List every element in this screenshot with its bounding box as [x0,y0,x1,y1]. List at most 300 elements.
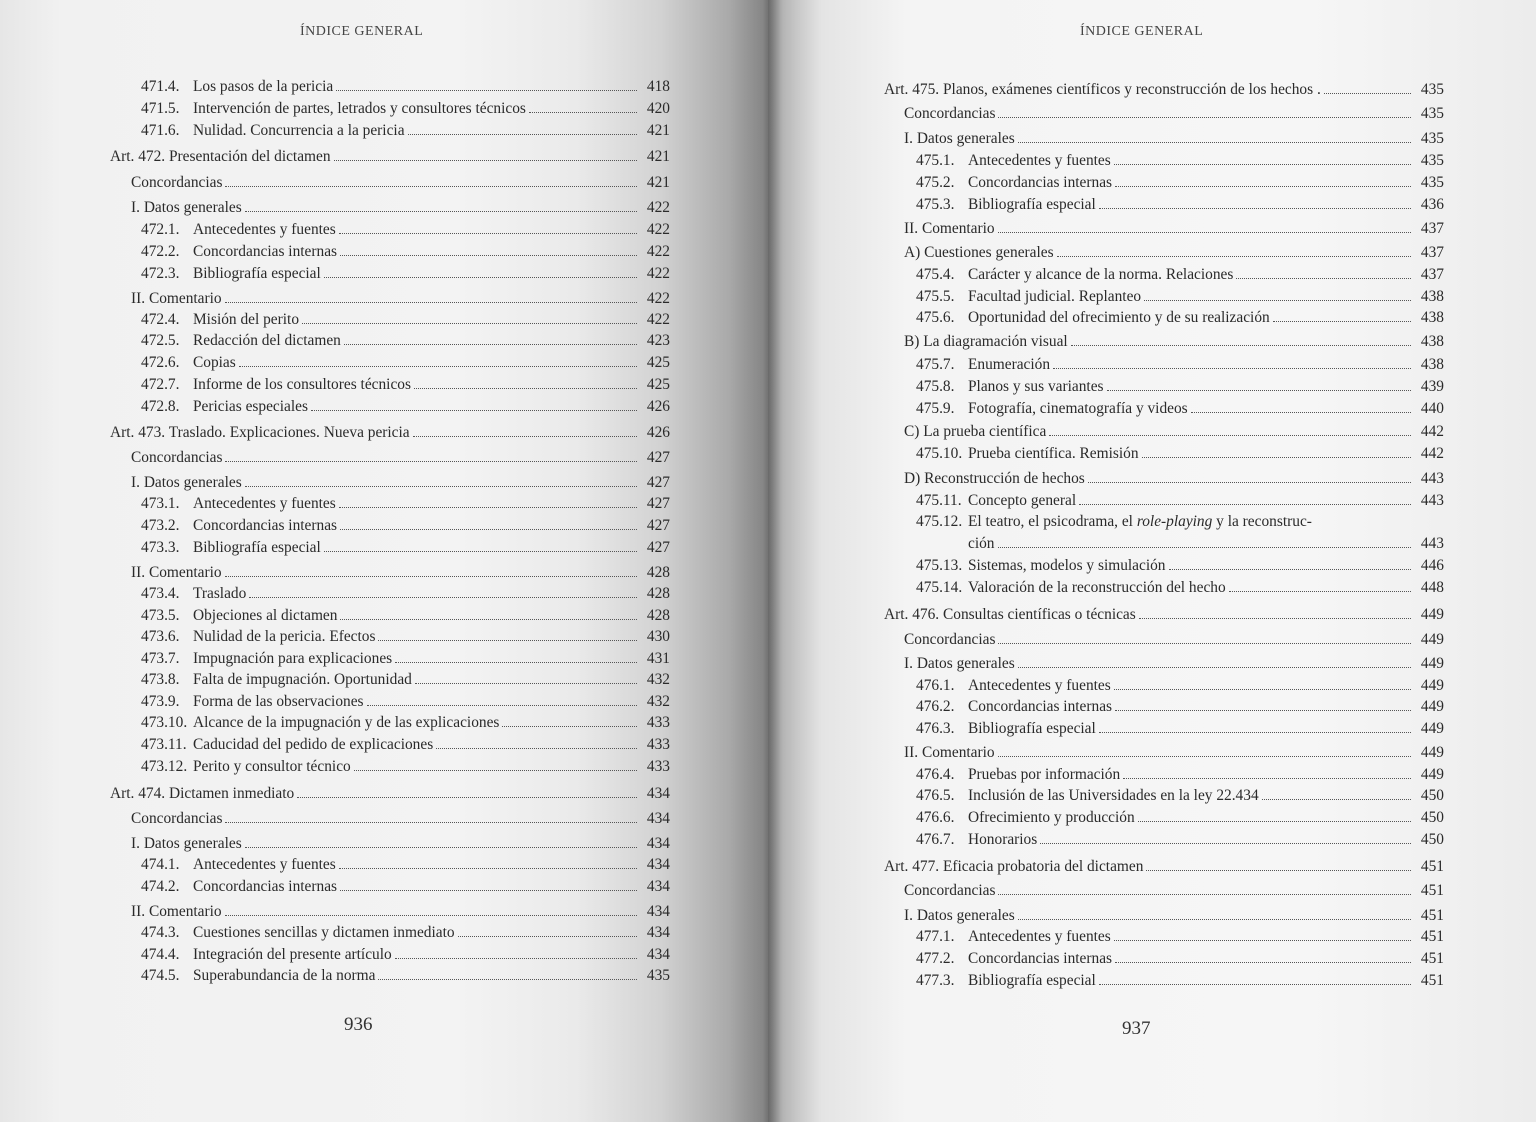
toc-entry-page: 434 [646,810,670,827]
dot-leader [1018,129,1411,143]
toc-entry-page: 434 [646,924,670,941]
toc-entry [0,242,670,261]
toc-entry-page: 438 [1420,356,1444,373]
toc-entry-label [904,882,995,900]
dot-leader [998,534,1412,548]
toc-entry-page: 449 [1420,720,1444,737]
toc-entry [768,906,1444,925]
toc-entry-label [916,378,1104,396]
toc-entry-number: 472.5. [141,332,180,349]
toc-entry-label [904,130,1015,148]
toc-entry-number: 473.7. [141,650,180,667]
toc-entry-page: 432 [646,693,670,710]
dot-leader [415,670,637,684]
toc-entry-number: 475.8. [916,378,955,395]
dot-leader [1236,265,1411,279]
toc-entry-text: Honorarios [968,831,1038,848]
toc-entry-text: Concepto general [968,492,1077,509]
toc-entry-label [916,535,995,553]
toc-entry [768,857,1444,876]
toc-entry [768,513,1444,531]
toc-entry-page: 451 [1420,950,1444,967]
toc-entry-label [131,174,222,192]
toc-entry [0,877,670,896]
toc-entry-page: 449 [1420,766,1444,783]
toc-entry-text: Art. 475. Planos, exámenes científicos y reconstrucción de los hechos . [884,81,1321,98]
toc-entry-number: 477.2. [916,950,955,967]
toc-entry [0,757,670,776]
toc-entry-page: 433 [646,714,670,731]
toc-entry [0,220,670,239]
toc-entry-label [916,698,1112,716]
toc-entry-label [904,105,995,123]
toc-entry-number: 472.2. [141,243,180,260]
toc-entry-page: 435 [1420,105,1444,122]
toc-entry-page: 449 [1420,606,1444,623]
toc-entry-text: Concordancias internas [968,174,1113,191]
dot-leader [1229,578,1411,592]
toc-entry-label [141,539,321,557]
toc-entry-number: 474.3. [141,924,180,941]
toc-entry-text: I. Datos generales [904,655,1015,672]
toc-entry-text: I. Datos generales [904,907,1015,924]
toc-entry-label [904,744,995,762]
dot-leader [1169,556,1411,570]
running-head: ÍNDICE GENERAL [300,24,424,39]
toc-entry-number: 476.3. [916,720,955,737]
toc-entry-text: Concordancias [904,882,996,899]
toc-entry [768,243,1444,262]
toc-entry-page: 428 [646,607,670,624]
toc-entry [0,331,670,350]
toc-entry-text: Concordancias internas [193,243,338,260]
dot-leader [249,584,637,598]
dot-leader [1018,906,1411,920]
toc-entry [768,765,1444,784]
toc-entry-number: 473.9. [141,693,180,710]
dot-leader [998,881,1411,895]
toc-entry-text: Oportunidad del ofrecimiento y de su realización [968,309,1270,326]
toc-entry-text: Bibliografía especial [968,972,1096,989]
dot-leader [225,902,637,916]
toc-entry-page: 450 [1420,809,1444,826]
toc-entry-text: Perito y consultor técnico [193,758,351,775]
toc-entry-number: 471.5. [141,100,180,117]
toc-entry-text: Forma de las observaciones [193,693,364,710]
toc-entry [0,353,670,372]
toc-entry-text: I. Datos generales [131,474,242,491]
toc-entry-text: Antecedentes y fuentes [193,856,336,873]
toc-entry-text: II. Comentario [131,564,222,581]
dot-leader [1115,697,1411,711]
toc-entry-page: 428 [646,585,670,602]
toc-entry-text: Nulidad de la pericia. Efectos [193,628,376,645]
toc-entry-page: 421 [646,148,670,165]
toc-entry-label [141,100,526,118]
toc-entry-label [141,736,433,754]
toc-entry-text: Los pasos de la pericia [193,78,334,95]
toc-entry-text: Planos y sus variantes [968,378,1104,395]
toc-entry-number: 476.6. [916,809,955,826]
toc-entry-label [916,152,1111,170]
toc-entry-number: 472.4. [141,311,180,328]
dot-leader [225,809,637,823]
toc-entry [0,584,670,603]
toc-entry-text: I. Datos generales [904,130,1015,147]
toc-entry [768,265,1444,284]
toc-entry-text: Antecedentes y fuentes [968,677,1111,694]
dot-leader [1049,422,1411,436]
page-number: 937 [1122,1018,1151,1039]
toc-entry [0,538,670,557]
toc-entry-text: Copias [193,354,236,371]
toc-entry-label [904,244,1054,262]
toc-entry [0,397,670,416]
toc-entry-text: Cuestiones sencillas y dictamen inmediato [193,924,455,941]
toc-entry [768,743,1444,762]
toc-entry-page: 438 [1420,309,1444,326]
toc-entry [0,289,670,308]
toc-entry-number: 476.1. [916,677,955,694]
toc-entry [0,473,670,492]
toc-entry-number: 472.3. [141,265,180,282]
toc-entry-number: 475.14. [916,579,963,596]
dot-leader [225,289,637,303]
toc-entry-number: 473.4. [141,585,180,602]
toc-entry-number: 474.5. [141,967,180,984]
toc-entry-page: 449 [1420,677,1444,694]
toc-entry-text: I. Datos generales [131,835,242,852]
dot-leader [367,692,637,706]
toc-entry-page: 422 [646,199,670,216]
toc-entry-page: 437 [1420,266,1444,283]
toc-entry-number: 475.13. [916,557,963,574]
toc-entry-text: Carácter y alcance de la norma. Relaciones [968,266,1234,283]
toc-entry [0,627,670,646]
dot-leader [245,834,637,848]
dot-leader [311,397,637,411]
toc-entry-text: Alcance de la impugnación y de las explicaciones [193,714,500,731]
toc-entry-page: 427 [646,539,670,556]
toc-entry-label [916,928,1111,946]
dot-leader [458,923,637,937]
toc-entry-number: 473.6. [141,628,180,645]
toc-entry [0,735,670,754]
toc-entry-page: 437 [1420,244,1444,261]
toc-entry-number: 477.1. [916,928,955,945]
dot-leader [1324,80,1411,94]
toc-entry-text: Nulidad. Concurrencia a la pericia [193,122,405,139]
toc-entry [0,375,670,394]
toc-entry-page: 449 [1420,655,1444,672]
toc-entry-label [131,835,242,853]
toc-entry-page: 427 [646,449,670,466]
page-number: 936 [344,1014,373,1035]
dot-leader [408,121,637,135]
dot-leader [1139,605,1411,619]
toc-entry-label [141,924,455,942]
toc-entry-label [916,513,1312,531]
toc-entry-label [141,628,375,646]
dot-leader [1079,491,1411,505]
toc-entry-text: II. Comentario [131,290,222,307]
toc-entry-label [141,585,246,603]
toc-entry-page: 432 [646,671,670,688]
toc-entry [0,692,670,711]
dot-leader [340,877,637,891]
toc-entry-text: Art. 477. Eficacia probatoria del dictamen [884,858,1144,875]
toc-entry-label [884,606,1136,624]
toc-entry-label [141,517,337,535]
dot-leader [354,757,637,771]
toc-entry-page: 443 [1420,492,1444,509]
toc-entry [768,927,1444,946]
toc-entry-number: 475.3. [916,196,955,213]
toc-entry [768,630,1444,649]
toc-entry-page: 438 [1420,288,1444,305]
dot-leader [502,713,637,727]
dot-leader [1018,654,1411,668]
toc-entry [0,494,670,513]
toc-entry-label [141,878,337,896]
toc-entry-page: 436 [1420,196,1444,213]
toc-entry [0,121,670,140]
dot-leader [998,630,1411,644]
toc-entry-number: 475.6. [916,309,955,326]
dot-leader [1053,355,1411,369]
toc-entry-text: B) La diagramación visual [904,333,1068,350]
toc-entry-page: 434 [646,835,670,852]
toc-entry-label [916,288,1141,306]
toc-entry-label [141,714,499,732]
toc-entry-label [916,309,1270,327]
toc-entry-label [141,495,336,513]
toc-entry-label [141,311,299,329]
dot-leader [529,99,637,113]
toc-entry-page: 435 [1420,152,1444,169]
toc-entry-page: 435 [646,967,670,984]
toc-entry [768,469,1444,488]
toc-entry-text: Antecedentes y fuentes [968,152,1111,169]
dot-leader [225,173,637,187]
toc-entry-label [904,907,1015,925]
toc-entry-label [141,221,336,239]
dot-leader [1099,971,1411,985]
toc-entry-label [141,78,333,96]
toc-entry-text: Art. 473. Traslado. Explicaciones. Nueva pericia [110,424,410,441]
toc-entry-text: Concordancias internas [193,517,338,534]
toc-entry-page: 427 [646,495,670,512]
toc-entry-number: 473.8. [141,671,180,688]
toc-entry [768,151,1444,170]
toc-entry-text: C) La prueba científica [904,423,1047,440]
dot-leader [1099,195,1411,209]
toc-entry-page: 442 [1420,423,1444,440]
toc-entry-label [141,758,351,776]
toc-entry-label [131,449,222,467]
toc-entry [0,923,670,942]
toc-entry-page: 451 [1420,972,1444,989]
dot-leader [340,242,637,256]
toc-entry-number: 475.1. [916,152,955,169]
toc-entry-text: Concordancias [904,631,996,648]
toc-entry [768,534,1444,553]
toc-entry-page: 421 [646,174,670,191]
toc-entry [768,129,1444,148]
toc-entry [768,697,1444,716]
dot-leader [339,220,637,234]
dot-leader [998,219,1411,233]
toc-entry-label [916,266,1233,284]
toc-entry-label [916,400,1188,418]
toc-entry-text: Integración del presente artículo [193,946,392,963]
toc-entry-label [110,148,331,166]
toc-entry-label [141,856,336,874]
toc-entry [768,786,1444,805]
toc-entry [768,830,1444,849]
dot-leader [334,147,637,161]
toc-entry-label [131,564,222,582]
toc-entry-label [110,785,294,803]
toc-entry-text: Antecedentes y fuentes [968,928,1111,945]
toc-entry-label [141,243,337,261]
toc-entry [0,99,670,118]
toc-entry-text: Ofrecimiento y producción [968,809,1135,826]
toc-entry-number: 472.6. [141,354,180,371]
toc-entry [768,654,1444,673]
toc-entry-number: 475.2. [916,174,955,191]
toc-entry [0,606,670,625]
toc-entry [768,332,1444,351]
toc-entry-label [916,677,1111,695]
toc-entry-text: Bibliografía especial [968,196,1096,213]
toc-entry-text: Enumeración [968,356,1051,373]
toc-entry [768,104,1444,123]
toc-entry [768,971,1444,990]
toc-entry-text: Caducidad del pedido de explicaciones [193,736,434,753]
dot-leader [245,473,637,487]
toc-entry [0,563,670,582]
toc-entry-number: 472.7. [141,376,180,393]
toc-entry [768,195,1444,214]
toc-entry-label [904,655,1015,673]
toc-entry-page: 443 [1420,470,1444,487]
dot-leader [1071,332,1411,346]
toc-entry-page: 451 [1420,858,1444,875]
toc-entry [0,147,670,166]
toc-entry-number: 475.11. [916,492,962,509]
toc-entry-number: 472.8. [141,398,180,415]
dot-leader [1144,287,1411,301]
toc-entry-label [904,220,995,238]
toc-entry-number: 475.12. [916,513,963,530]
toc-entry-page: 422 [646,243,670,260]
toc-entry [0,310,670,329]
toc-entry-text: Facultad judicial. Replanteo [968,288,1142,305]
toc-entry-page: 427 [646,517,670,534]
dot-leader [395,945,637,959]
dot-leader [378,966,637,980]
toc-entry-page: 430 [646,628,670,645]
toc-entry-page: 449 [1420,744,1444,761]
toc-entry [0,516,670,535]
toc-entry-page: 451 [1420,928,1444,945]
toc-entry [768,399,1444,418]
dot-leader [225,563,637,577]
toc-entry-label [141,122,405,140]
toc-entry-text: D) Reconstrucción de hechos [904,470,1085,487]
toc-entry-text: Bibliografía especial [193,539,321,556]
toc-entry-number: 473.12. [141,758,188,775]
dot-leader [1146,857,1411,871]
dot-leader [1138,808,1411,822]
toc-entry-text: Art. 474. Dictamen inmediato [110,785,295,802]
toc-entry-label [916,720,1096,738]
toc-entry [0,713,670,732]
toc-entry [768,80,1444,99]
dot-leader [1114,676,1411,690]
toc-entry-text: Bibliografía especial [193,265,321,282]
toc-entry-number: 476.5. [916,787,955,804]
toc-entry [768,719,1444,738]
dot-leader [395,649,637,663]
toc-entry-number: 475.10. [916,445,963,462]
toc-entry-label [141,354,236,372]
toc-entry-number: 476.4. [916,766,955,783]
toc-entry-label [916,809,1135,827]
toc-entry [0,855,670,874]
toc-entry-text: Concordancias [131,810,223,827]
toc-entry-page: 426 [646,398,670,415]
toc-entry-number: 475.4. [916,266,955,283]
toc-entry [768,578,1444,597]
toc-entry-page: 431 [646,650,670,667]
dot-leader [414,375,637,389]
toc-entry-text: Redacción del dictamen [193,332,341,349]
toc-entry [768,491,1444,510]
toc-entry [0,649,670,668]
toc-entry-text: II. Comentario [904,744,995,761]
toc-entry-page: 439 [1420,378,1444,395]
toc-entry-text: Fotografía, cinematografía y videos [968,400,1188,417]
toc-entry [768,173,1444,192]
dot-leader [998,743,1411,757]
toc-entry-number: 473.11. [141,736,187,753]
running-head: ÍNDICE GENERAL [1080,24,1204,39]
toc-entry-text: Misión del perito [193,311,300,328]
toc-entry-label [131,903,222,921]
toc-entry-page: 449 [1420,631,1444,648]
toc-entry-number: 473.5. [141,607,180,624]
toc-entry [0,945,670,964]
dot-leader [344,331,637,345]
toc-entry-label [916,950,1112,968]
toc-entry-label [916,766,1120,784]
toc-entry-number: 475.9. [916,400,955,417]
dot-leader [324,264,637,278]
toc-entry-page: 435 [1420,130,1444,147]
dot-leader [340,516,637,530]
toc-entry-label [141,967,375,985]
toc-entry-label [141,946,392,964]
toc-entry-text: Concordancias internas [193,878,338,895]
toc-entry-page: 418 [646,78,670,95]
toc-entry-page: 425 [646,376,670,393]
toc-entry-label [904,423,1046,441]
dot-leader [1114,151,1411,165]
toc-entry-page: 422 [646,311,670,328]
toc-entry-label [131,474,242,492]
